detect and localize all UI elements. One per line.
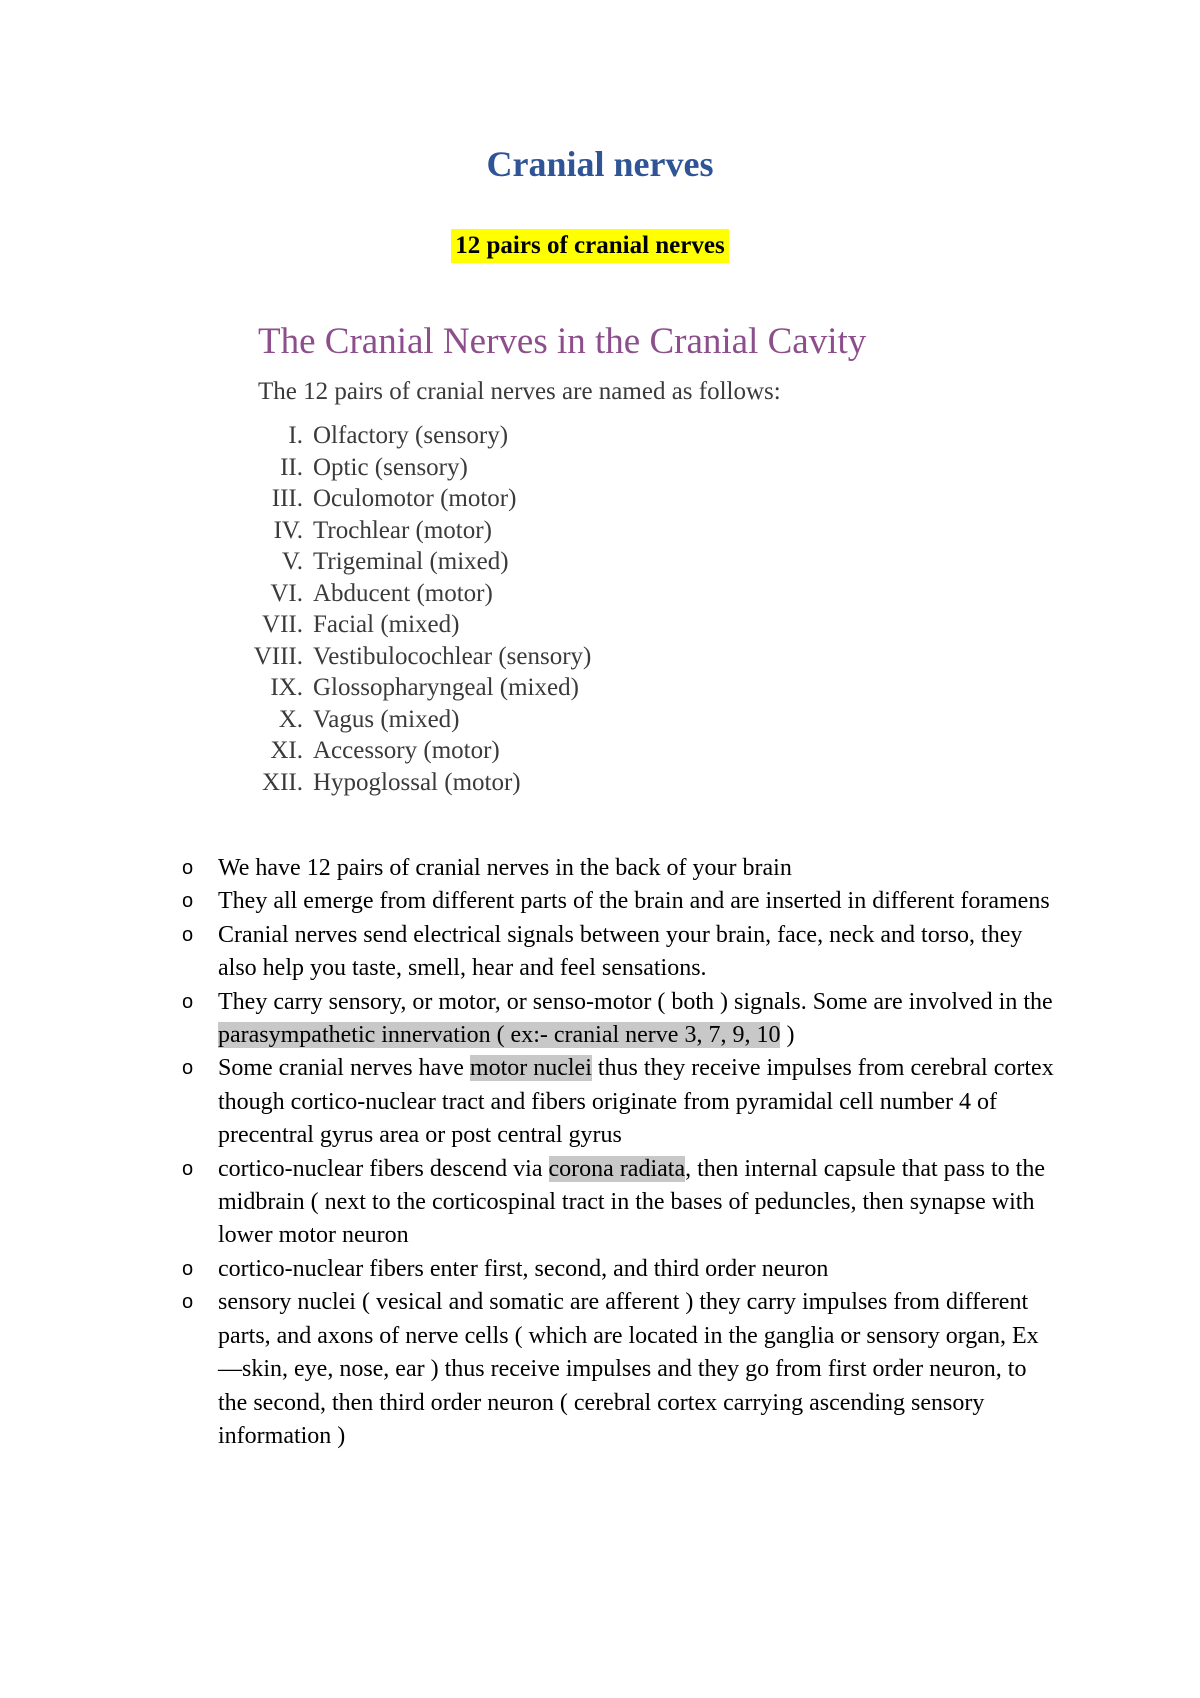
bullet-text: Some cranial nerves have bbox=[218, 1055, 470, 1082]
list-item bbox=[180, 885, 1060, 918]
list-item bbox=[180, 852, 1060, 885]
nerve-name: Optic (sensory) bbox=[313, 453, 468, 481]
nerve-item bbox=[253, 641, 978, 673]
list-item bbox=[180, 1253, 1060, 1286]
nerve-item bbox=[258, 452, 978, 484]
nerve-numeral: I. bbox=[288, 422, 303, 449]
bullet-text: cortico-nuclear fibers descend via bbox=[218, 1155, 549, 1182]
nerve-name: Olfactory (sensory) bbox=[313, 422, 509, 449]
nerve-item bbox=[258, 515, 978, 547]
bullet-text: Cranial nerves send electrical signals between your brain, face, neck and torso, they also help you taste, smell, hear and feel sensations. bbox=[218, 921, 1023, 982]
hollow-circle-bullet-icon: o bbox=[182, 990, 194, 1013]
nerve-name: Trigeminal (mixed) bbox=[313, 548, 509, 575]
nerve-numeral: XI. bbox=[270, 737, 303, 764]
bullet-text: cortico-nuclear fibers enter first, second, and third order neuron bbox=[218, 1255, 829, 1282]
nerve-numeral: XII. bbox=[262, 768, 303, 796]
highlighted-term: motor nuclei bbox=[469, 1055, 592, 1082]
figure-heading: The Cranial Nerves in the Cranial Cavity bbox=[258, 321, 867, 362]
hollow-circle-bullet-icon: o bbox=[182, 1157, 194, 1180]
notes-bullet-list bbox=[180, 852, 1060, 1453]
bullet-text: They all emerge from different parts of the brain and are inserted in different foramens bbox=[218, 888, 1050, 915]
nerve-name: Facial (mixed) bbox=[313, 611, 460, 638]
nerve-item bbox=[258, 767, 978, 799]
nerve-list bbox=[253, 420, 978, 798]
list-item bbox=[180, 1153, 1060, 1253]
highlighted-term: parasympathetic innervation ( ex:- cranial nerve 3, 7, 9, 10 bbox=[218, 1022, 781, 1049]
nerve-name: Vestibulocochlear (sensory) bbox=[313, 642, 592, 670]
nerve-name: Vagus (mixed) bbox=[313, 705, 460, 733]
subtitle-highlighted: 12 pairs of cranial nerves bbox=[451, 229, 728, 263]
bullet-text: thus they receive impulses from cerebral cortex though cortico-nuclear tract and fibers originate from pyramidal cell number 4 of precentral gyrus area or post central gyrus bbox=[218, 1055, 1054, 1149]
nerve-numeral: VII. bbox=[262, 611, 303, 638]
nerve-numeral: VI. bbox=[270, 579, 303, 607]
nerve-numeral: III. bbox=[271, 485, 303, 512]
nerve-name: Accessory (motor) bbox=[313, 737, 500, 764]
nerve-name: Abducent (motor) bbox=[313, 579, 493, 607]
bullet-text: They carry sensory, or motor, or senso-motor ( both ) signals. Some are involved in the bbox=[218, 988, 1053, 1015]
hollow-circle-bullet-icon: o bbox=[182, 923, 194, 946]
hollow-circle-bullet-icon: o bbox=[182, 890, 194, 913]
hollow-circle-bullet-icon: o bbox=[182, 1257, 194, 1280]
hollow-circle-bullet-icon: o bbox=[182, 1057, 194, 1080]
nerve-item bbox=[258, 672, 978, 704]
bullet-text: , then internal capsule that pass to the midbrain ( next to the corticospinal tract in the bases of peduncles, then synapse with lower motor neuron bbox=[218, 1155, 1046, 1249]
nerve-numeral: IV. bbox=[273, 516, 303, 544]
figure-intro: The 12 pairs of cranial nerves are named as follows: bbox=[258, 378, 781, 405]
hollow-circle-bullet-icon: o bbox=[182, 1291, 194, 1314]
nerve-item bbox=[258, 546, 978, 578]
nerve-item bbox=[258, 735, 978, 767]
bullet-text: ) bbox=[780, 1022, 795, 1049]
nerve-name: Trochlear (motor) bbox=[313, 516, 492, 544]
cranial-nerves-figure bbox=[253, 318, 978, 798]
nerve-numeral: IX. bbox=[270, 674, 303, 701]
nerve-name: Hypoglossal (motor) bbox=[313, 768, 521, 796]
nerve-item bbox=[258, 578, 978, 610]
hollow-circle-bullet-icon: o bbox=[182, 857, 194, 879]
bullet-text: We have 12 pairs of cranial nerves in the back of your brain bbox=[218, 855, 792, 881]
bullet-text: sensory nuclei ( vesical and somatic are afferent ) they carry impulses from different parts, and axons of nerve cells ( which are located in the ganglia or sensory organ, Ex—skin, eye, nose, ear ) thus receive impulses and they go from first order neuron, to the second, then third order neuron ( cerebral cortex carrying ascending sensory information ) bbox=[218, 1289, 1039, 1449]
nerve-item bbox=[258, 609, 978, 641]
list-item bbox=[180, 919, 1060, 986]
page-title: Cranial nerves bbox=[486, 144, 714, 184]
nerve-numeral: II. bbox=[280, 453, 303, 481]
nerve-numeral: V. bbox=[281, 548, 303, 575]
nerve-name: Glossopharyngeal (mixed) bbox=[313, 674, 579, 701]
nerve-numeral: VIII. bbox=[253, 642, 303, 670]
nerve-item bbox=[258, 704, 978, 736]
list-item bbox=[180, 986, 1060, 1053]
nerve-item bbox=[258, 420, 978, 452]
subtitle-container bbox=[0, 229, 1200, 263]
nerve-item bbox=[258, 483, 978, 515]
list-item bbox=[180, 1052, 1060, 1152]
nerve-numeral: X. bbox=[278, 705, 303, 733]
list-item bbox=[180, 1286, 1060, 1453]
highlighted-term: corona radiata bbox=[548, 1155, 686, 1182]
nerve-name: Oculomotor (motor) bbox=[313, 485, 517, 512]
